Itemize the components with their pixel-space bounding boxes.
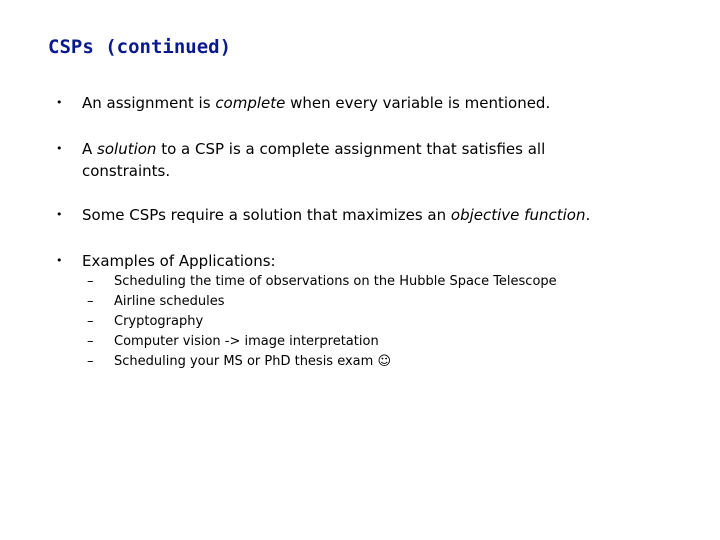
bullet-text: Examples of Applications: <box>82 252 276 270</box>
bullet-text: A solution to a CSP is a complete assignment that satisfies all constraints. <box>82 140 546 180</box>
applications-list <box>87 272 687 372</box>
list-item-text: Scheduling your MS or PhD thesis exam ☺ <box>114 354 391 369</box>
dash-icon: – <box>87 314 94 329</box>
list-item <box>87 292 687 312</box>
emphasis: solution <box>97 140 157 158</box>
list-item <box>87 352 687 372</box>
list-item-text: Airline schedules <box>114 294 225 309</box>
dash-icon: – <box>87 354 94 369</box>
bullet-icon: • <box>56 142 63 155</box>
dash-icon: – <box>87 334 94 349</box>
list-item <box>87 272 687 292</box>
list-item-text: Scheduling the time of observations on the Hubble Space Telescope <box>114 274 557 289</box>
list-item <box>87 312 687 332</box>
slide-title: CSPs (continued) <box>48 36 232 58</box>
emphasis: objective function <box>450 206 586 224</box>
dash-icon: – <box>87 294 94 309</box>
bullet-icon: • <box>56 96 63 109</box>
bullet-icon: • <box>56 254 63 267</box>
list-item <box>87 332 687 352</box>
bullet-icon: • <box>56 208 63 221</box>
bullet-text: Some CSPs require a solution that maximizes an objective function. <box>82 206 591 224</box>
emphasis: complete <box>215 94 286 112</box>
list-item-text: Cryptography <box>114 314 204 329</box>
list-item-text: Computer vision -> image interpretation <box>114 334 379 349</box>
dash-icon: – <box>87 274 94 289</box>
bullet-text: An assignment is complete when every variable is mentioned. <box>82 94 551 112</box>
